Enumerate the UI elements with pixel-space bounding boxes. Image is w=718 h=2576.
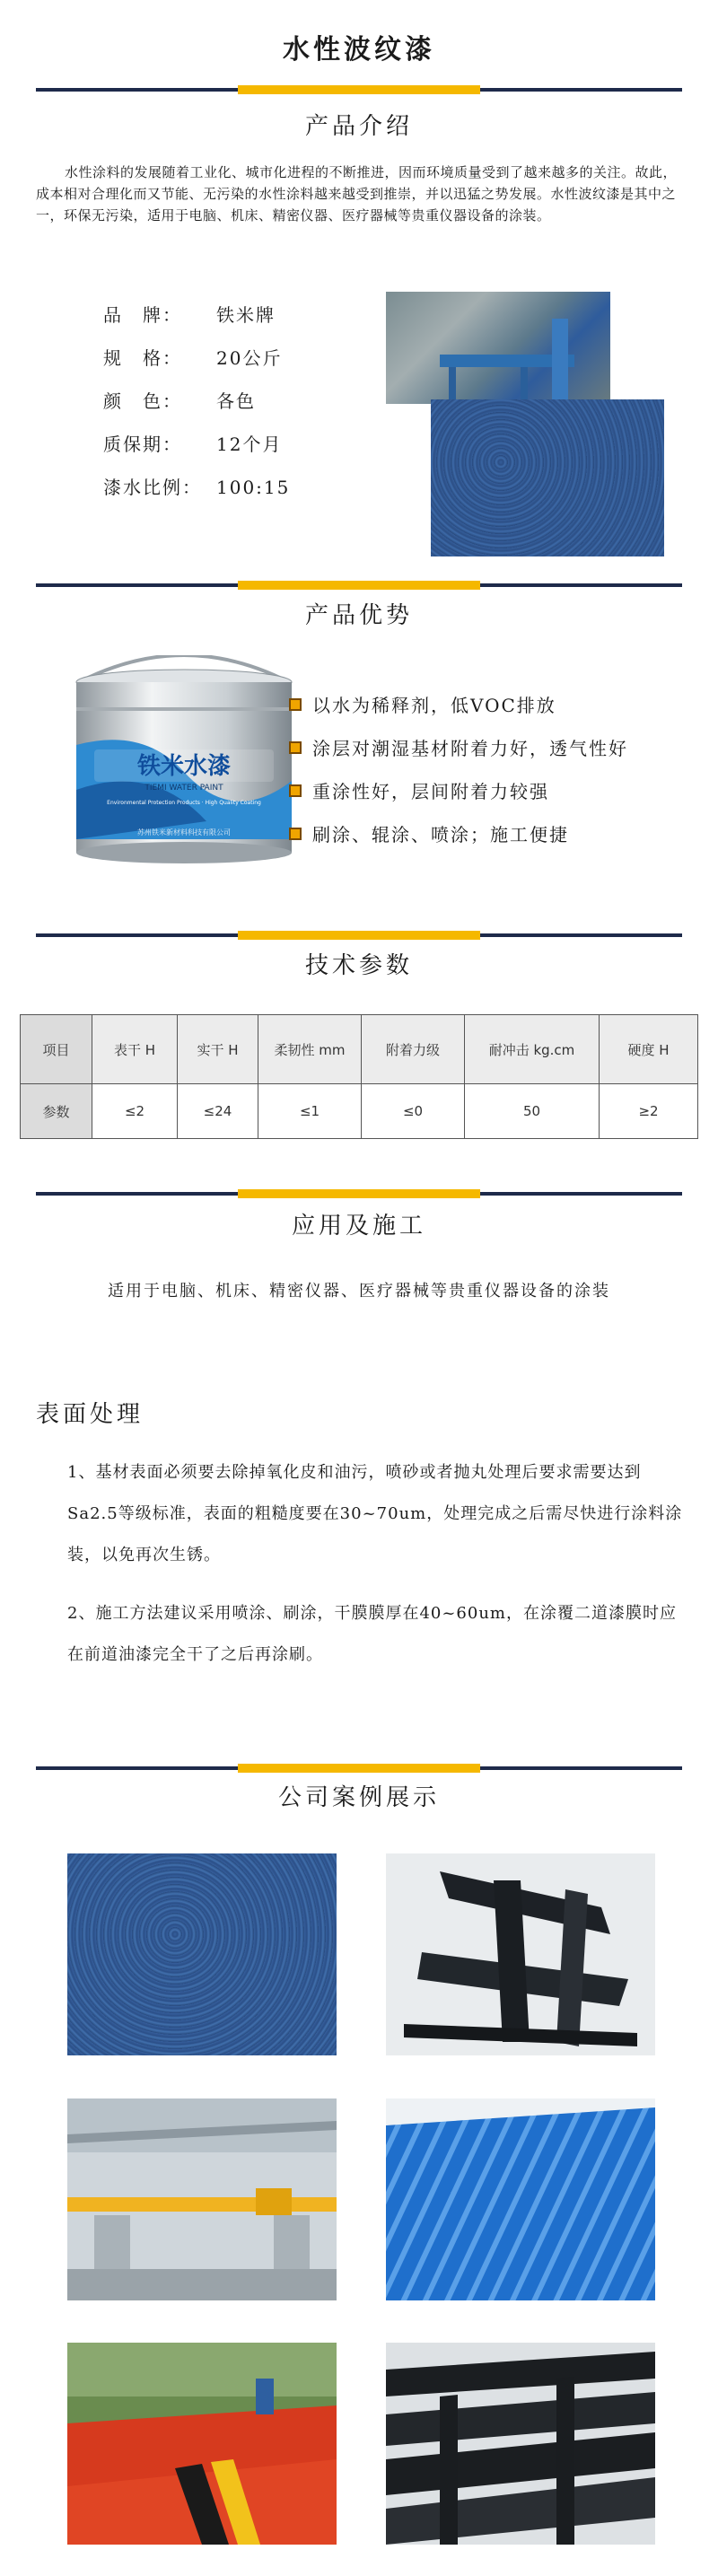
advantage-item xyxy=(289,777,549,803)
application-title: 应用及施工 xyxy=(291,1213,426,1240)
case-photo-blue-roof xyxy=(386,2098,655,2300)
table-cell: ≤0 xyxy=(362,1084,465,1139)
surface-title: 表面处理 xyxy=(36,1401,144,1428)
advantage-text: 刷涂、辊涂、喷涂；施工便捷 xyxy=(312,824,569,846)
spec-size xyxy=(103,344,282,370)
intro-title: 产品介绍 xyxy=(304,113,413,140)
surface-paragraph-1: 1、基材表面必须要去除掉氧化皮和油污，喷砂或者抛丸处理后要求需要达到Sa2.5等级标准，表面的粗糙度要在30~70um，处理完成之后需尽快进行涂料涂装，以免再次生锈。 xyxy=(67,1463,683,1564)
table-cell: ≤2 xyxy=(92,1084,178,1139)
bullet-icon xyxy=(289,741,302,754)
spec-ratio xyxy=(103,473,290,499)
spec-warranty xyxy=(103,430,282,456)
surface-paragraph-2: 2、施工方法建议采用喷涂、刷涂，干膜膜厚在40~60um，在涂覆二道漆膜时应在前道油漆完全干了之后再涂刷。 xyxy=(67,1604,678,1664)
case-photo-workshop-crane xyxy=(67,2098,337,2300)
tech-title: 技术参数 xyxy=(304,952,413,979)
cases-divider xyxy=(36,1766,682,1770)
advantage-item xyxy=(289,820,569,846)
application-text: 适用于电脑、机床、精密仪器、医疗器械等贵重仪器设备的涂装 xyxy=(108,1282,610,1301)
bucket-tagline: Environmental Protection Products · High Quality Coating xyxy=(107,800,261,806)
paint-bucket-image xyxy=(63,655,305,871)
case-photo-metal-parts xyxy=(386,1853,655,2055)
application-divider xyxy=(36,1192,682,1196)
spec-value: 100:15 xyxy=(216,477,291,498)
advantages-title: 产品优势 xyxy=(304,602,413,629)
bucket-maker: 苏州铁米新材料科技有限公司 xyxy=(137,828,231,837)
spec-label: 颜 色： xyxy=(103,390,182,412)
advantage-text: 重涂性好，层间附着力较强 xyxy=(312,781,549,802)
intro-text: 水性涂料的发展随着工业化、城市化进程的不断推进，因而环境质量受到了越来越多的关注。故此，成本相对合理化而又节能、无污染的水性涂料越来越受到推崇，并以迅猛之势发展。水性波纹漆是其中之一，环保无污染，适用于电脑、机床、精密仪器、医疗器械等贵重仪器设备的涂装。 xyxy=(36,164,678,223)
spec-value: 12个月 xyxy=(216,434,283,455)
case-photo-steel-frames xyxy=(386,2343,655,2545)
spec-color xyxy=(103,387,256,413)
case-photo-texture xyxy=(67,1853,337,2055)
table-header-row xyxy=(21,1015,698,1084)
spec-brand xyxy=(103,301,276,327)
table-cell: ≥2 xyxy=(600,1084,698,1139)
bucket-subtitle: TIEMI WATER PAINT xyxy=(144,784,223,793)
spec-value: 各色 xyxy=(216,390,256,412)
table-header-cell: 附着力级 xyxy=(362,1015,465,1084)
table-header-cell: 柔韧性 mm xyxy=(258,1015,362,1084)
factory-photo xyxy=(386,292,610,404)
table-header-cell: 项目 xyxy=(21,1015,92,1084)
page-title: 水性波纹漆 xyxy=(283,34,435,66)
spec-label: 品 牌： xyxy=(103,304,182,326)
spec-value: 铁米牌 xyxy=(216,304,276,326)
table-cell: ≤24 xyxy=(178,1084,258,1139)
bucket-brand: 铁米水漆 xyxy=(136,753,232,780)
table-cell: 参数 xyxy=(21,1084,92,1139)
table-row xyxy=(21,1084,698,1139)
advantage-item xyxy=(289,691,556,717)
spec-label: 质保期： xyxy=(103,434,182,455)
table-cell: ≤1 xyxy=(258,1084,362,1139)
advantage-text: 以水为稀释剂，低VOC排放 xyxy=(312,695,556,716)
title-divider xyxy=(36,88,682,92)
tech-params-table xyxy=(20,1014,698,1139)
advantages-divider xyxy=(36,583,682,587)
advantage-item xyxy=(289,734,628,760)
table-header-cell: 表干 H xyxy=(92,1015,178,1084)
spec-label: 漆水比例： xyxy=(103,477,202,498)
texture-photo xyxy=(431,399,664,556)
spec-value: 20公斤 xyxy=(216,347,283,369)
tech-divider xyxy=(36,933,682,937)
advantage-text: 涂层对潮湿基材附着力好，透气性好 xyxy=(312,738,628,759)
table-header-cell: 实干 H xyxy=(178,1015,258,1084)
spec-label: 规 格： xyxy=(103,347,182,369)
bullet-icon xyxy=(289,828,302,840)
bullet-icon xyxy=(289,698,302,711)
case-photo-red-beams xyxy=(67,2343,337,2545)
table-header-cell: 硬度 H xyxy=(600,1015,698,1084)
cases-title: 公司案例展示 xyxy=(277,1784,440,1811)
table-header-cell: 耐冲击 kg.cm xyxy=(465,1015,600,1084)
bullet-icon xyxy=(289,784,302,797)
table-cell: 50 xyxy=(465,1084,600,1139)
